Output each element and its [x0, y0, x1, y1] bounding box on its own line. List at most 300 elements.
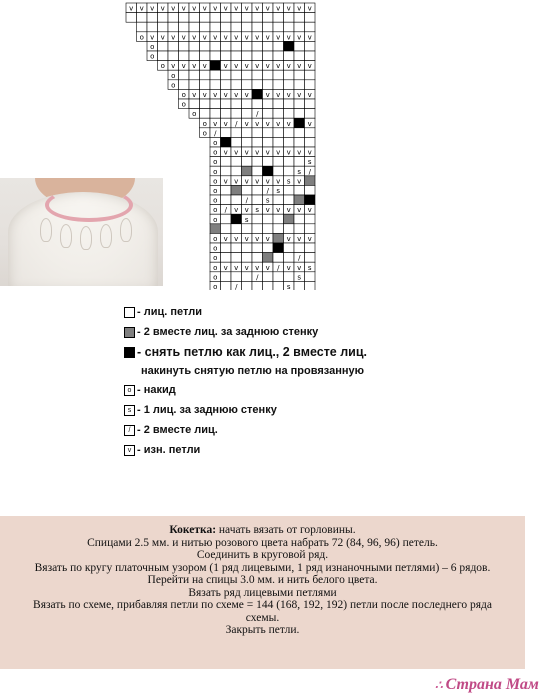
chart-cell: [221, 214, 232, 224]
chart-cell: [284, 272, 295, 282]
chart-cell: [263, 253, 274, 263]
chart-cell-symbol: v: [223, 4, 228, 13]
chart-cell-symbol: v: [213, 119, 218, 128]
chart-cell-symbol: o: [181, 91, 186, 99]
chart-cell-symbol: v: [234, 33, 239, 42]
chart-cell: [273, 272, 284, 282]
chart-cell-symbol: s: [265, 196, 270, 205]
legend-item-slip-k2tog-psso: [124, 342, 424, 362]
chart-cell: [221, 80, 232, 90]
purl-stitch-icon: v: [124, 445, 135, 456]
chart-cell-symbol: o: [213, 244, 218, 253]
chart-cell: [221, 185, 232, 195]
chart-cell-symbol: v: [255, 62, 260, 71]
chart-cell-symbol: o: [213, 206, 218, 215]
chart-cell-symbol: v: [192, 91, 197, 99]
chart-cell: [126, 13, 137, 23]
chart-cell-symbol: v: [160, 4, 165, 13]
chart-cell: [179, 70, 190, 80]
legend-item-k2tog: [124, 420, 424, 440]
chart-cell: [242, 22, 253, 32]
chart-cell: [263, 22, 274, 32]
chart-cell: [305, 128, 316, 138]
chart-cell: [158, 13, 169, 23]
chart-cell: [168, 51, 179, 61]
chart-cell-symbol: v: [234, 91, 239, 99]
chart-cell: [242, 272, 253, 282]
chart-cell-symbol: o: [202, 129, 207, 138]
chart-cell-symbol: o: [213, 273, 218, 282]
chart-cell: [210, 13, 221, 23]
chart-cell: [231, 243, 242, 253]
chart-cell: [242, 157, 253, 167]
chart-cell: [231, 99, 242, 109]
chart-cell-symbol: v: [234, 148, 239, 157]
chart-cell: [305, 272, 316, 282]
chart-cell-symbol: /: [266, 187, 269, 195]
chart-cell: [221, 109, 232, 119]
chart-cell-symbol: /: [298, 254, 301, 263]
chart-cell-symbol: v: [129, 4, 134, 13]
chart-cell: [273, 80, 284, 90]
chart-cell: [294, 224, 305, 234]
chart-cell-symbol: v: [192, 4, 197, 13]
chart-cell: [179, 22, 190, 32]
chart-cell-symbol: /: [224, 206, 227, 215]
legend-item-k1-tbl: [124, 400, 424, 420]
chart-cell: [231, 214, 242, 224]
chart-cell: [231, 51, 242, 61]
chart-cell-symbol: v: [286, 62, 291, 71]
chart-cell: [273, 99, 284, 109]
chart-cell-symbol: /: [308, 167, 311, 176]
instruction-line: Перейти на спицы 3.0 мм. и нить белого цвета.: [147, 574, 378, 586]
chart-cell-symbol: o: [139, 33, 144, 42]
chart-cell: [294, 80, 305, 90]
chart-cell: [273, 253, 284, 263]
chart-cell: [273, 70, 284, 80]
chart-cell: [263, 128, 274, 138]
chart-cell: [221, 51, 232, 61]
chart-cell: [221, 137, 232, 147]
chart-cell: [221, 22, 232, 32]
chart-cell: [263, 99, 274, 109]
chart-cell-symbol: v: [192, 62, 197, 71]
chart-cell: [252, 166, 263, 176]
chart-cell-symbol: o: [171, 81, 176, 90]
chart-cell-symbol: v: [181, 4, 186, 13]
chart-cell: [242, 13, 253, 23]
yarn-over-stitch-icon: o: [124, 385, 135, 396]
chart-cell: [294, 157, 305, 167]
chart-cell: [252, 89, 263, 99]
chart-cell-symbol: /: [256, 273, 259, 282]
legend-item-continuation: накинуть снятую петлю на провязанную: [141, 365, 365, 377]
chart-cell-symbol: v: [255, 148, 260, 157]
chart-cell-symbol: o: [213, 235, 218, 243]
chart-cell: [294, 13, 305, 23]
chart-cell: [273, 22, 284, 32]
chart-cell: [210, 51, 221, 61]
chart-cell: [210, 70, 221, 80]
chart-cell: [242, 41, 253, 51]
chart-cell: [210, 22, 221, 32]
chart-cell-symbol: o: [213, 158, 218, 167]
chart-cell-symbol: v: [265, 177, 270, 186]
chart-cell: [294, 22, 305, 32]
instruction-line: схемы.: [245, 611, 280, 624]
chart-cell: [284, 80, 295, 90]
chart-cell: [252, 281, 263, 290]
chart-cell: [221, 157, 232, 167]
chart-cell: [252, 70, 263, 80]
chart-cell-symbol: v: [265, 33, 270, 42]
instruction-line: Вязать по схеме, прибавляя петли по схеме = 144 (168, 192, 192) петли после последнего ряда: [33, 599, 492, 611]
chart-cell: [168, 13, 179, 23]
chart-cell-symbol: v: [286, 4, 291, 13]
chart-cell: [294, 137, 305, 147]
chart-cell: [200, 70, 211, 80]
chart-cell: [179, 80, 190, 90]
chart-cell: [263, 157, 274, 167]
chart-cell: [263, 166, 274, 176]
chart-cell: [189, 22, 200, 32]
chart-cell-symbol: v: [139, 4, 144, 13]
chart-cell: [231, 13, 242, 23]
chart-cell: [231, 272, 242, 282]
chart-cell-symbol: o: [213, 139, 218, 147]
chart-cell: [189, 13, 200, 23]
chart-cell: [210, 99, 221, 109]
legend-label: - накид: [137, 384, 176, 396]
chart-cell: [273, 157, 284, 167]
chart-cell-symbol: v: [213, 4, 218, 13]
chart-cell: [273, 137, 284, 147]
chart-cell-symbol: v: [276, 33, 281, 42]
chart-cell: [189, 99, 200, 109]
chart-cell: [273, 128, 284, 138]
chart-cell-symbol: v: [223, 235, 228, 243]
chart-cell: [179, 13, 190, 23]
chart-cell-symbol: v: [213, 33, 218, 42]
chart-cell: [284, 185, 295, 195]
chart-cell-symbol: o: [213, 196, 218, 205]
chart-cell: [294, 118, 305, 128]
chart-cell: [242, 109, 253, 119]
chart-cell: [242, 166, 253, 176]
chart-cell: [221, 243, 232, 253]
chart-cell-symbol: v: [265, 206, 270, 215]
instruction-line: Спицами 2.5 мм. и нитью розового цвета набрать 72 (84, 96, 96) петель.: [87, 536, 438, 549]
chart-cell: [252, 185, 263, 195]
chart-cell-symbol: v: [244, 33, 249, 42]
chart-cell: [221, 224, 232, 234]
chart-cell: [263, 13, 274, 23]
chart-cell: [231, 80, 242, 90]
k2tog-tbl-stitch-icon: [124, 327, 135, 338]
chart-cell: [242, 70, 253, 80]
chart-cell: [305, 51, 316, 61]
chart-cell-symbol: v: [276, 91, 281, 99]
chart-cell-symbol: v: [171, 33, 176, 42]
chart-cell: [284, 195, 295, 205]
chart-cell: [273, 224, 284, 234]
chart-cell-symbol: v: [223, 33, 228, 42]
chart-cell-symbol: v: [286, 235, 291, 243]
chart-cell: [252, 128, 263, 138]
chart-cell: [305, 253, 316, 263]
chart-cell: [263, 214, 274, 224]
chart-cell-symbol: v: [265, 235, 270, 243]
chart-cell: [284, 243, 295, 253]
chart-cell: [263, 41, 274, 51]
chart-cell: [242, 224, 253, 234]
chart-cell: [294, 195, 305, 205]
chart-cell-symbol: v: [223, 62, 228, 71]
chart-cell: [252, 243, 263, 253]
chart-cell: [294, 185, 305, 195]
legend-item-k2tog-tbl: [124, 322, 424, 342]
chart-cell-symbol: /: [214, 129, 217, 138]
chart-cell: [284, 99, 295, 109]
chart-cell-symbol: v: [244, 235, 249, 243]
chart-cell: [284, 128, 295, 138]
chart-cell-symbol: s: [286, 177, 291, 186]
chart-cell-symbol: v: [234, 62, 239, 71]
chart-cell: [168, 22, 179, 32]
chart-cell: [231, 128, 242, 138]
chart-cell: [284, 157, 295, 167]
chart-cell: [221, 166, 232, 176]
slip-k2tog-psso-stitch-icon: [124, 347, 135, 358]
chart-cell-symbol: v: [276, 148, 281, 157]
chart-cell: [305, 70, 316, 80]
chart-cell: [242, 80, 253, 90]
chart-cell-symbol: v: [223, 91, 228, 99]
chart-cell-symbol: o: [150, 52, 155, 61]
chart-cell: [210, 109, 221, 119]
chart-cell: [284, 13, 295, 23]
chart-cell-symbol: v: [286, 33, 291, 42]
chart-cell-symbol: v: [255, 4, 260, 13]
chart-cell-symbol: v: [265, 119, 270, 128]
chart-cell: [231, 166, 242, 176]
chart-cell-symbol: v: [307, 91, 312, 99]
chart-cell: [273, 166, 284, 176]
chart-cell-symbol: v: [255, 33, 260, 42]
chart-cell: [305, 281, 316, 290]
chart-cell-symbol: v: [223, 148, 228, 157]
chart-cell-symbol: v: [150, 4, 155, 13]
chart-cell-symbol: v: [160, 33, 165, 42]
chart-cell: [252, 214, 263, 224]
chart-cell: [242, 51, 253, 61]
chart-cell-symbol: v: [297, 91, 302, 99]
chart-cell-symbol: v: [181, 33, 186, 42]
chart-cell-symbol: v: [234, 206, 239, 215]
chart-cell: [294, 70, 305, 80]
chart-cell-symbol: v: [244, 4, 249, 13]
leaf-motif: [40, 218, 52, 242]
legend-label: - лиц. петли: [137, 306, 202, 318]
chart-cell: [263, 272, 274, 282]
chart-cell-symbol: s: [255, 206, 260, 215]
chart-cell-symbol: v: [202, 91, 207, 99]
instructions-heading: [0, 524, 525, 537]
chart-cell: [284, 70, 295, 80]
chart-cell: [305, 109, 316, 119]
chart-cell: [221, 281, 232, 290]
chart-cell-symbol: v: [286, 263, 291, 272]
chart-cell: [284, 41, 295, 51]
chart-cell: [231, 195, 242, 205]
chart-cell: [210, 61, 221, 71]
chart-cell-symbol: v: [255, 235, 260, 243]
chart-cell: [252, 137, 263, 147]
chart-cell: [284, 224, 295, 234]
chart-cell: [200, 80, 211, 90]
chart-cell-symbol: v: [286, 119, 291, 128]
chart-cell-symbol: o: [213, 215, 218, 224]
chart-cell: [200, 13, 211, 23]
chart-cell: [252, 41, 263, 51]
watermark-dots-icon: ∴: [435, 678, 446, 692]
k2tog-stitch-icon: /: [124, 425, 135, 436]
chart-cell-symbol: v: [265, 148, 270, 157]
chart-cell: [252, 80, 263, 90]
chart-cell: [252, 157, 263, 167]
chart-cell-symbol: /: [235, 283, 238, 290]
chart-cell: [189, 41, 200, 51]
k1-tbl-stitch-icon: s: [124, 405, 135, 416]
chart-cell: [242, 281, 253, 290]
chart-cell: [284, 214, 295, 224]
chart-cell: [200, 99, 211, 109]
legend-label: - снять петлю как лиц., 2 вместе лиц.: [137, 345, 368, 359]
legend-label: - 2 вместе лиц. за заднюю стенку: [137, 326, 319, 338]
chart-cell: [252, 253, 263, 263]
chart-cell-symbol: v: [286, 91, 291, 99]
legend-item-purl: [124, 440, 424, 460]
chart-cell-symbol: v: [171, 62, 176, 71]
chart-cell-symbol: v: [297, 4, 302, 13]
chart-cell-symbol: v: [307, 235, 312, 243]
chart-cell-symbol: v: [244, 91, 249, 99]
chart-cell-symbol: s: [276, 187, 281, 195]
legend-label: - 1 лиц. за заднюю стенку: [137, 404, 277, 416]
chart-cell: [263, 137, 274, 147]
chart-cell: [221, 70, 232, 80]
chart-cell: [168, 41, 179, 51]
chart-cell-symbol: v: [265, 91, 270, 99]
chart-cell-symbol: v: [223, 177, 228, 186]
chart-cell: [284, 166, 295, 176]
chart-cell-symbol: v: [150, 33, 155, 42]
chart-cell-symbol: v: [255, 263, 260, 272]
chart-cell-symbol: v: [297, 263, 302, 272]
chart-cell: [273, 243, 284, 253]
chart-cell-symbol: v: [307, 119, 312, 128]
chart-cell-symbol: o: [213, 167, 218, 176]
chart-cell: [137, 13, 148, 23]
instructions-heading-rest: начать вязать от горловины.: [216, 524, 356, 536]
knit-stitch-icon: [124, 307, 135, 318]
chart-cell: [305, 185, 316, 195]
chart-cell-symbol: v: [286, 206, 291, 215]
chart-cell: [158, 51, 169, 61]
chart-cell: [242, 128, 253, 138]
chart-cell: [305, 13, 316, 23]
chart-cell-symbol: v: [244, 206, 249, 215]
chart-cell-symbol: v: [276, 62, 281, 71]
chart-cell-symbol: o: [181, 100, 186, 109]
chart-cell-symbol: o: [150, 43, 155, 51]
chart-cell: [242, 99, 253, 109]
chart-cell-symbol: v: [234, 263, 239, 272]
chart-cell-symbol: v: [276, 177, 281, 186]
legend-label: - изн. петли: [137, 444, 201, 456]
site-watermark: [435, 676, 539, 694]
chart-cell: [273, 41, 284, 51]
chart-cell: [221, 253, 232, 263]
chart-cell: [200, 51, 211, 61]
chart-cell-symbol: v: [265, 62, 270, 71]
chart-cell: [189, 51, 200, 61]
chart-cell: [273, 233, 284, 243]
chart-cell-symbol: v: [202, 33, 207, 42]
leaf-motif: [120, 218, 132, 242]
chart-cell: [305, 224, 316, 234]
chart-cell: [200, 109, 211, 119]
chart-cell: [252, 195, 263, 205]
chart-cell: [294, 41, 305, 51]
chart-cell: [147, 13, 158, 23]
chart-cell-symbol: v: [265, 263, 270, 272]
instruction-line: Вязать ряд лицевыми петлями: [188, 586, 337, 599]
chart-cell-symbol: s: [297, 273, 302, 282]
chart-cell: [242, 253, 253, 263]
chart-cell: [263, 224, 274, 234]
chart-cell-symbol: v: [244, 177, 249, 186]
chart-cell: [294, 128, 305, 138]
chart-cell-symbol: v: [307, 4, 312, 13]
legend-item-yarn-over: [124, 380, 424, 400]
instruction-line: Соединить в круговой ряд.: [196, 549, 329, 561]
chart-cell-symbol: o: [213, 254, 218, 263]
chart-cell: [294, 214, 305, 224]
chart-cell-symbol: v: [244, 119, 249, 128]
chart-cell: [294, 109, 305, 119]
chart-cell: [200, 22, 211, 32]
chart-cell-symbol: o: [213, 148, 218, 157]
chart-cell-symbol: o: [213, 283, 218, 290]
chart-cell: [273, 214, 284, 224]
chart-cell: [221, 272, 232, 282]
chart-cell: [179, 41, 190, 51]
chart-cell: [263, 51, 274, 61]
chart-cell: [231, 70, 242, 80]
chart-cell-symbol: v: [171, 4, 176, 13]
chart-cell-symbol: /: [245, 196, 248, 205]
chart-cell-symbol: v: [234, 235, 239, 243]
chart-cell: [210, 41, 221, 51]
chart-cell-symbol: v: [223, 119, 228, 128]
chart-cell-symbol: v: [244, 263, 249, 272]
instructions-heading-bold: Кокетка:: [169, 524, 217, 536]
chart-cell: [305, 80, 316, 90]
chart-cell: [252, 51, 263, 61]
chart-cell-symbol: v: [244, 148, 249, 157]
